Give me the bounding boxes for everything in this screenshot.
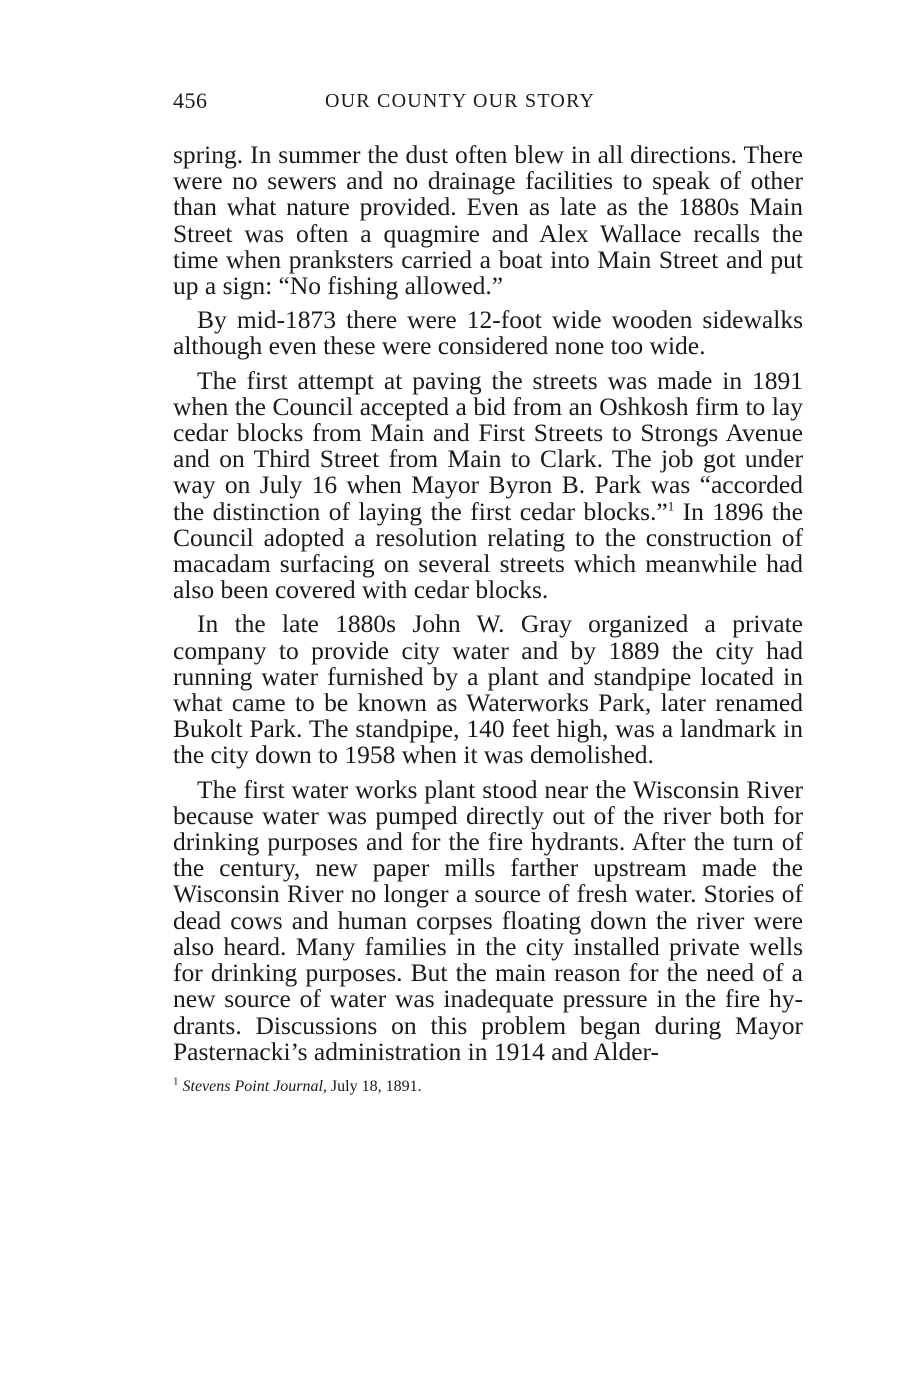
paragraph-5: The first water works plant stood near the Wisconsin River because water was pumped directly out of the river both for drinking purposes and for the fire hydrants. After the turn of the century, new paper mills farther upstream made the Wisconsin River no longer a source of fresh water. Stories of dead cows and human corpses floating down the river were also heard. Many families in the city installed private wells for drinking purposes. But the main reason for the need of a new source of water was inadequate pressure in the fire hydrants. Discussions on this problem began during Mayor Pasternacki’s administration in 1914 and Alder- (173, 774, 803, 1066)
paragraph-4: In the late 1880s John W. Gray organized a private company to provide city water and by 1889 the city had running water furnished by a plant and standpipe located in what came to be known as Waterworks Park, later renamed Bukolt Park. The standpipe, 140 feet high, was a landmark in the city down to 1958 when it was demolished. (173, 609, 803, 770)
footnote-mark: 1 (173, 1075, 179, 1088)
footnote-reference: 1 (667, 498, 675, 514)
paragraph-3-text-b: In 1896 the Council adopted a resolution relating to the construction of macadam surfacing on several streets which meanwhile had also been covered with cedar blocks. (173, 496, 803, 605)
body-text (173, 142, 803, 1065)
paragraph-1: spring. In summer the dust often blew in all directions. There were no sewers and no drainage facilities to speak of other than what nature provided. Even as late as the 1880s Main Street was often a quagmire and Alex Wallace recalls the time when pranksters carried a boat into Main Street and put up a sign: “No fishing allowed.” (173, 140, 803, 301)
paragraph-3-text-a: The first attempt at paving the streets was made in 1891 when the Council accepted a bid from an Oshkosh firm to lay cedar blocks from Main and First Streets to Strongs Avenue and on Third Street from Main to Clark. The job got under way on July 16 when Mayor Byron B. Park was “accorded the distinction of laying the first cedar blocks.” (173, 365, 803, 526)
footnote-date: July 18, 1891. (326, 1077, 422, 1095)
book-page (173, 88, 803, 1097)
page-number: 456 (173, 88, 208, 113)
running-title: OUR COUNTY OUR STORY (325, 90, 596, 112)
paragraph-2: By mid-1873 there were 12-foot wide wooden sidewalks although even these were considered none too wide. (173, 305, 803, 361)
running-head (173, 88, 803, 122)
paragraph-3 (173, 365, 803, 605)
footnote (173, 1077, 803, 1097)
footnote-source: Stevens Point Journal, (182, 1077, 327, 1095)
